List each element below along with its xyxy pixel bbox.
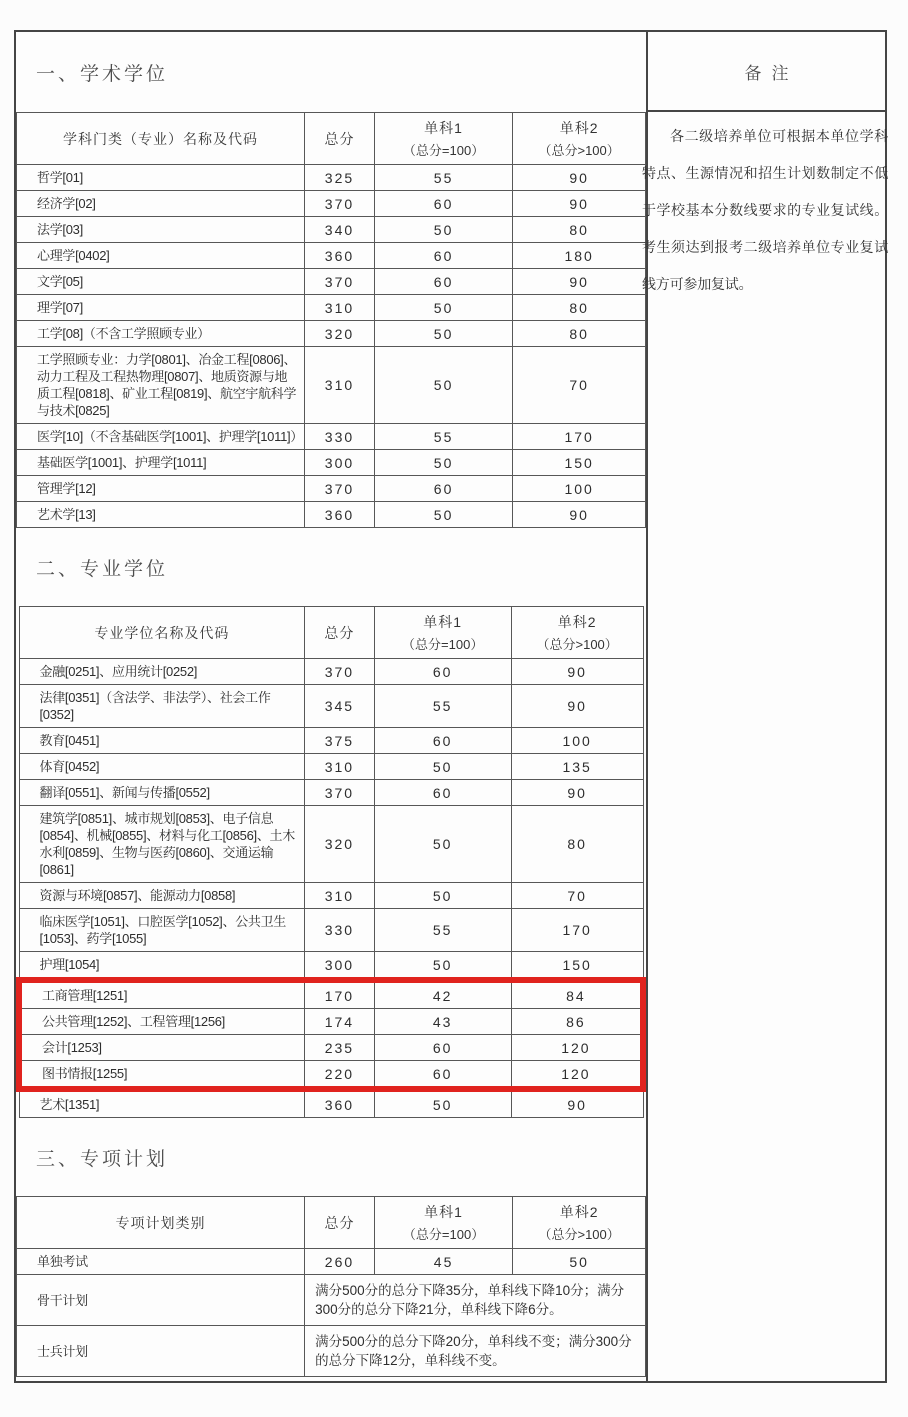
sub1-column-header: 单科1 （总分=100） [374, 113, 512, 165]
table-row [19, 952, 643, 981]
subject-name-cell: 基础医学[1001]、护理学[1011] [17, 450, 305, 476]
sub2-score-cell: 90 [511, 780, 643, 806]
main-column [16, 32, 648, 1381]
table-row [17, 295, 646, 321]
sub2-column-header: 单科2 （总分>100） [513, 1197, 646, 1249]
sub1-score-cell: 50 [374, 502, 512, 528]
table-row [17, 1326, 646, 1377]
sub2-score-cell: 180 [513, 243, 646, 269]
total-score-cell: 300 [305, 952, 374, 981]
table-row [17, 424, 646, 450]
section-title-academic: 一、学术学位 [36, 63, 169, 85]
total-score-cell: 375 [305, 728, 374, 754]
table-row [17, 476, 646, 502]
sub2-score-cell: 100 [511, 728, 643, 754]
sub1-score-cell: 60 [374, 1061, 511, 1090]
sub1-score-cell: 55 [374, 165, 512, 191]
total-score-cell: 174 [305, 1009, 374, 1035]
sub2-score-cell: 120 [511, 1035, 643, 1061]
sub2-score-cell: 150 [511, 952, 643, 981]
sub1-score-cell: 50 [374, 952, 511, 981]
sub1-score-cell: 60 [374, 780, 511, 806]
subject-name-cell: 艺术[1351] [19, 1089, 305, 1118]
remark-text: 各二级培养单位可根据本单位学科特点、生源情况和招生计划数制定不低于学校基本分数线要求的专业复试线。考生须达到报考二级培养单位专业复试线方可参加复试。 [642, 128, 888, 292]
subject-name-cell: 工学[08]（不含工学照顾专业） [17, 321, 305, 347]
subject-name-cell: 体育[0452] [19, 754, 305, 780]
document-frame [14, 30, 887, 1383]
sub2-score-cell: 86 [511, 1009, 643, 1035]
sub2-score-cell: 84 [511, 980, 643, 1009]
sub1-score-cell: 50 [374, 217, 512, 243]
total-score-cell: 370 [305, 476, 375, 502]
academic-degrees-table [16, 112, 646, 528]
sub2-score-cell: 90 [513, 269, 646, 295]
table-row [19, 685, 643, 728]
table-row [17, 1275, 646, 1326]
total-score-cell: 360 [305, 502, 375, 528]
sub2-score-cell: 90 [511, 1089, 643, 1118]
sub1-score-cell: 43 [374, 1009, 511, 1035]
table-row [19, 1089, 643, 1118]
table-row [17, 321, 646, 347]
remark-column [642, 32, 888, 1381]
sub1-score-cell: 42 [374, 980, 511, 1009]
subject-name-cell: 理学[07] [17, 295, 305, 321]
total-score-cell: 345 [305, 685, 374, 728]
total-score-cell: 310 [305, 347, 375, 424]
sub2-score-cell: 70 [513, 347, 646, 424]
total-score-cell: 360 [305, 243, 375, 269]
table-row [17, 165, 646, 191]
subject-name-cell: 教育[0451] [19, 728, 305, 754]
remark-header: 备注 [648, 32, 885, 112]
subject-name-cell: 艺术学[13] [17, 502, 305, 528]
subject-name-cell: 单独考试 [17, 1249, 305, 1275]
subject-name-cell: 医学[10]（不含基础医学[1001]、护理学[1011]） [17, 424, 305, 450]
subject-name-cell: 哲学[01] [17, 165, 305, 191]
sub2-score-cell: 90 [513, 191, 646, 217]
sub2-score-cell: 90 [511, 659, 643, 685]
sub1-score-cell: 60 [374, 269, 512, 295]
subject-name-cell: 图书情报[1255] [19, 1061, 305, 1090]
total-column-header: 总分 [305, 1197, 375, 1249]
name-column-header: 专业学位名称及代码 [19, 607, 305, 659]
sub1-score-cell: 60 [374, 728, 511, 754]
sub2-score-cell: 170 [513, 424, 646, 450]
subject-name-cell: 公共管理[1252]、工程管理[1256] [19, 1009, 305, 1035]
subject-name-cell: 经济学[02] [17, 191, 305, 217]
total-score-cell: 260 [305, 1249, 375, 1275]
section-title-special-plan: 三、专项计划 [36, 1148, 169, 1170]
table-row [17, 217, 646, 243]
subject-name-cell: 心理学[0402] [17, 243, 305, 269]
section-title-professional: 二、专业学位 [36, 558, 169, 580]
subject-name-cell: 建筑学[0851]、城市规划[0853]、电子信息[0854]、机械[0855]、材料与化工[0856]、土木水利[0859]、生物与医药[0860]、交通运输[0861] [19, 806, 305, 883]
sub2-score-cell: 90 [513, 165, 646, 191]
table-row [17, 269, 646, 295]
table-row [19, 780, 643, 806]
subject-name-cell: 骨干计划 [17, 1275, 305, 1326]
table-row [19, 909, 643, 952]
total-score-cell: 370 [305, 191, 375, 217]
sub1-score-cell: 50 [374, 450, 512, 476]
table-row [19, 728, 643, 754]
total-score-cell: 330 [305, 424, 375, 450]
sub2-score-cell: 100 [513, 476, 646, 502]
sub1-score-cell: 50 [374, 321, 512, 347]
total-score-cell: 310 [305, 754, 374, 780]
table-row [17, 502, 646, 528]
sub1-score-cell: 60 [374, 476, 512, 502]
sub1-score-cell: 50 [374, 883, 511, 909]
total-score-cell: 370 [305, 780, 374, 806]
header-row [19, 607, 643, 659]
subject-name-cell: 临床医学[1051]、口腔医学[1052]、公共卫生[1053]、药学[1055] [19, 909, 305, 952]
special-plan-table [16, 1196, 646, 1377]
subject-name-cell: 文学[05] [17, 269, 305, 295]
table-row [19, 806, 643, 883]
sub1-score-cell: 50 [374, 295, 512, 321]
sub2-score-cell: 80 [513, 217, 646, 243]
header-row [17, 113, 646, 165]
sub2-score-cell: 50 [513, 1249, 646, 1275]
professional-degrees-table [16, 606, 646, 1118]
sub2-score-cell: 150 [513, 450, 646, 476]
sub2-column-header: 单科2 （总分>100） [513, 113, 646, 165]
sub2-score-cell: 80 [511, 806, 643, 883]
sub2-score-cell: 80 [513, 321, 646, 347]
total-score-cell: 370 [305, 659, 374, 685]
subject-name-cell: 工商管理[1251] [19, 980, 305, 1009]
merged-rule-cell: 满分500分的总分下降20分，单科线不变；满分300分的总分下降12分，单科线不变。 [305, 1326, 646, 1377]
table-row [17, 450, 646, 476]
sub2-score-cell: 120 [511, 1061, 643, 1090]
sub2-column-header: 单科2 （总分>100） [511, 607, 643, 659]
total-score-cell: 170 [305, 980, 374, 1009]
table-row [17, 347, 646, 424]
sub1-score-cell: 45 [374, 1249, 512, 1275]
sub1-score-cell: 60 [374, 659, 511, 685]
header-row [17, 1197, 646, 1249]
highlighted-row [19, 980, 643, 1009]
total-score-cell: 235 [305, 1035, 374, 1061]
table-row [19, 659, 643, 685]
table-row [17, 1249, 646, 1275]
subject-name-cell: 法学[03] [17, 217, 305, 243]
total-score-cell: 330 [305, 909, 374, 952]
table-row [19, 883, 643, 909]
sub2-score-cell: 135 [511, 754, 643, 780]
total-score-cell: 320 [305, 806, 374, 883]
total-column-header: 总分 [305, 607, 374, 659]
sub1-score-cell: 55 [374, 909, 511, 952]
total-score-cell: 320 [305, 321, 375, 347]
subject-name-cell: 管理学[12] [17, 476, 305, 502]
name-column-header: 学科门类（专业）名称及代码 [17, 113, 305, 165]
total-score-cell: 370 [305, 269, 375, 295]
table-row [19, 754, 643, 780]
sub1-score-cell: 60 [374, 1035, 511, 1061]
sub1-score-cell: 60 [374, 243, 512, 269]
subject-name-cell: 法律[0351]（含法学、非法学）、社会工作[0352] [19, 685, 305, 728]
sub1-score-cell: 50 [374, 1089, 511, 1118]
merged-rule-cell: 满分500分的总分下降35分，单科线下降10分；满分300分的总分下降21分，单科线下降6分。 [305, 1275, 646, 1326]
sub1-score-cell: 60 [374, 191, 512, 217]
highlighted-row [19, 1061, 643, 1090]
sub1-column-header: 单科1 （总分=100） [374, 607, 511, 659]
subject-name-cell: 翻译[0551]、新闻与传播[0552] [19, 780, 305, 806]
subject-name-cell: 会计[1253] [19, 1035, 305, 1061]
sub1-score-cell: 50 [374, 754, 511, 780]
sub2-score-cell: 90 [511, 685, 643, 728]
sub1-score-cell: 50 [374, 347, 512, 424]
total-score-cell: 310 [305, 883, 374, 909]
total-score-cell: 300 [305, 450, 375, 476]
sub1-score-cell: 55 [374, 424, 512, 450]
total-score-cell: 310 [305, 295, 375, 321]
total-score-cell: 325 [305, 165, 375, 191]
subject-name-cell: 资源与环境[0857]、能源动力[0858] [19, 883, 305, 909]
sub2-score-cell: 170 [511, 909, 643, 952]
name-column-header: 专项计划类别 [17, 1197, 305, 1249]
subject-name-cell: 护理[1054] [19, 952, 305, 981]
sub1-score-cell: 55 [374, 685, 511, 728]
total-score-cell: 360 [305, 1089, 374, 1118]
sub2-score-cell: 80 [513, 295, 646, 321]
sub2-score-cell: 70 [511, 883, 643, 909]
subject-name-cell: 金融[0251]、应用统计[0252] [19, 659, 305, 685]
sub1-score-cell: 50 [374, 806, 511, 883]
total-score-cell: 340 [305, 217, 375, 243]
subject-name-cell: 工学照顾专业：力学[0801]、冶金工程[0806]、动力工程及工程热物理[0807]、地质资源与地质工程[0818]、矿业工程[0819]、航空宇航科学与技术[0825] [17, 347, 305, 424]
highlighted-row [19, 1009, 643, 1035]
sub1-column-header: 单科1 （总分=100） [374, 1197, 512, 1249]
table-row [17, 243, 646, 269]
total-score-cell: 220 [305, 1061, 374, 1090]
total-column-header: 总分 [305, 113, 375, 165]
sub2-score-cell: 90 [513, 502, 646, 528]
table-row [17, 191, 646, 217]
subject-name-cell: 士兵计划 [17, 1326, 305, 1377]
highlighted-row [19, 1035, 643, 1061]
